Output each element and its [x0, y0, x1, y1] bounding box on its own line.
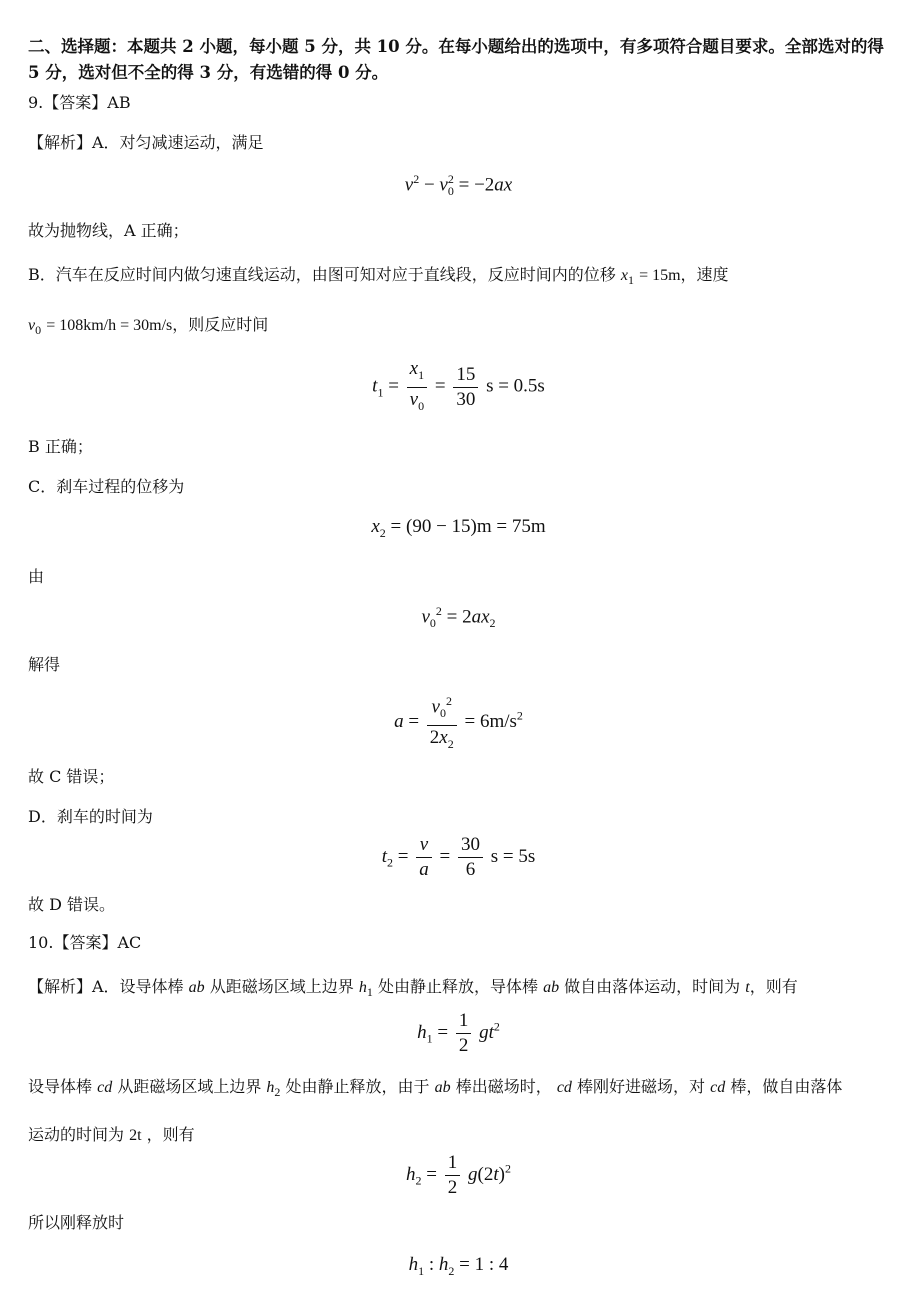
q10-ab-3: ab — [434, 1079, 451, 1096]
q10-cd-text-line2 — [28, 1124, 195, 1147]
q10-cd-text-6: 棒，做自由落体 — [730, 1077, 843, 1096]
q10-cd-text-2: 从距磁场区域上边界 — [117, 1077, 262, 1096]
eq-v0-squared: $v_0^2 = 2ax_2$ — [421, 604, 496, 631]
q9-b-conclusion: B 正确； — [28, 437, 93, 456]
q10-a-text-1: 【解析】A．设导体棒 — [28, 977, 184, 996]
eq-h1: $h_1$ = $\frac{1}{2}$ $gt^2$ — [417, 1010, 500, 1056]
q9-answer: 9.【答案】AB — [28, 93, 131, 112]
q10-cd-text-7: 运动的时间为 — [28, 1125, 125, 1144]
q10-ab-1: ab — [188, 979, 205, 996]
eq-brake-time: $t_2$ = $\frac{v}{a}$ = $\frac{30}{6}$ s = 5s — [381, 834, 536, 880]
section-heading: 二、选择题：本题共 2 小题，每小题 5 分，共 10 分。在每小题给出的选项中，有多项符合题目要求。全部选对的得 5 分，选对但不全的得 3 分，有选错的得 0 分。 — [28, 37, 884, 82]
q10-cd-2: cd — [556, 1079, 572, 1096]
q10-a-text-4: 做自由落体运动，时间为 — [564, 977, 741, 996]
q10-ab-2: ab — [543, 979, 560, 996]
eq-ratio-rhs: = 1 : 4 — [459, 1254, 509, 1275]
q10-a-text-5: ，则有 — [749, 977, 798, 996]
q9-b-text-1: B．汽车在反应时间内做匀速直线运动，由图可知对应于直线段，反应时间内的位移 $x_1 = 15m$，速度 — [28, 265, 729, 288]
q9-b-x1-symbol: x — [620, 267, 628, 284]
q9-a-intro: 【解析】A．对匀减速运动，满足 — [28, 133, 264, 152]
q10-cd-text: 设导体棒 cd 从距磁场区域上边界 $h_2$ 处由静止释放，由于 ab 棒出磁场时， cd 棒刚好进磁场，对 cd 棒，做自由落体 — [28, 1077, 843, 1100]
eq-height-ratio: $h_1$ : $h_2 = 1$ : 4 — [408, 1254, 509, 1278]
q10-a-text-2: 从距磁场区域上边界 — [209, 977, 354, 996]
q9-b-x1-value: = 15m — [639, 267, 681, 284]
q9-b-text-2: $v_0 = 108km/h = 30m/s$，则反应时间 — [28, 315, 269, 338]
q10-cd-3: cd — [710, 1079, 726, 1096]
q10-a-text: 【解析】A．设导体棒 ab 从距磁场区域上边界 $h_1$ 处由静止释放，导体棒 ab 做自由落体运动，时间为 t，则有 — [28, 977, 798, 1000]
q10-cd-text-3: 处由静止释放，由于 — [285, 1077, 430, 1096]
eq-a-rhs: = 6m/s — [464, 710, 517, 732]
q9-c-you: 由 — [28, 567, 45, 586]
q10-suoyi: 所以刚释放时 — [28, 1213, 125, 1232]
q9-d-intro: D．刹车的时间为 — [28, 807, 153, 826]
q9-b-text-1-end: ，速度 — [680, 265, 729, 284]
q9-b-v0-value: = 108km/h = 30m/s — [46, 317, 173, 334]
q10-a-text-3: 处由静止释放，导体棒 — [377, 977, 538, 996]
q10-cd-text-5: 棒刚好进磁场，对 — [577, 1077, 706, 1096]
eq-t2-rhs: s = 5s — [490, 845, 536, 867]
q9-b-text-1-a: B．汽车在反应时间内做匀速直线运动，由图可知对应于直线段，反应时间内的位移 — [28, 265, 616, 284]
q10-cd-2t: 2t — [129, 1127, 142, 1144]
q9-c-jiede: 解得 — [28, 655, 61, 674]
q9-d-conclusion: 故 D 错误。 — [28, 895, 116, 914]
q9-b-text-2-end: ，则反应时间 — [172, 315, 269, 334]
q9-c-intro: C．刹车过程的位移为 — [28, 477, 185, 496]
eq-brake-displacement: $x_2 = (90 - 15)m = 75m$ — [371, 516, 546, 540]
eq-velocity-relation: $v^2 - v_0^2 = -2ax$ — [404, 172, 513, 199]
q9-a-conclusion: 故为抛物线，A 正确； — [28, 221, 189, 240]
q10-answer: 10.【答案】AC — [28, 933, 142, 952]
q10-cd-text-1: 设导体棒 — [28, 1077, 93, 1096]
eq-acceleration: a = $\frac{v_0^2}{2x_2}$ = $6m/s^2$ — [0, 690, 917, 755]
q10-cd-text-8: ，则有 — [146, 1125, 195, 1144]
eq-x2-rhs: = (90 − 15)m = 75m — [390, 516, 546, 537]
q10-cd-text-4: 棒出磁场时， — [455, 1077, 552, 1096]
eq-reaction-time: $t_1$ = $\frac{x_1}{v_0}$ = $\frac{15}{30}$ s = 0.5s — [372, 358, 545, 413]
eq-t1-rhs: s = 0.5s — [486, 375, 545, 397]
eq-h2: $h_2$ = $\frac{1}{2}$ $g(2t)^2$ — [406, 1152, 511, 1198]
q10-cd-1: cd — [97, 1079, 113, 1096]
q9-c-conclusion: 故 C 错误； — [28, 767, 115, 786]
eq-v0sq-rhs: = 2 — [446, 606, 472, 628]
